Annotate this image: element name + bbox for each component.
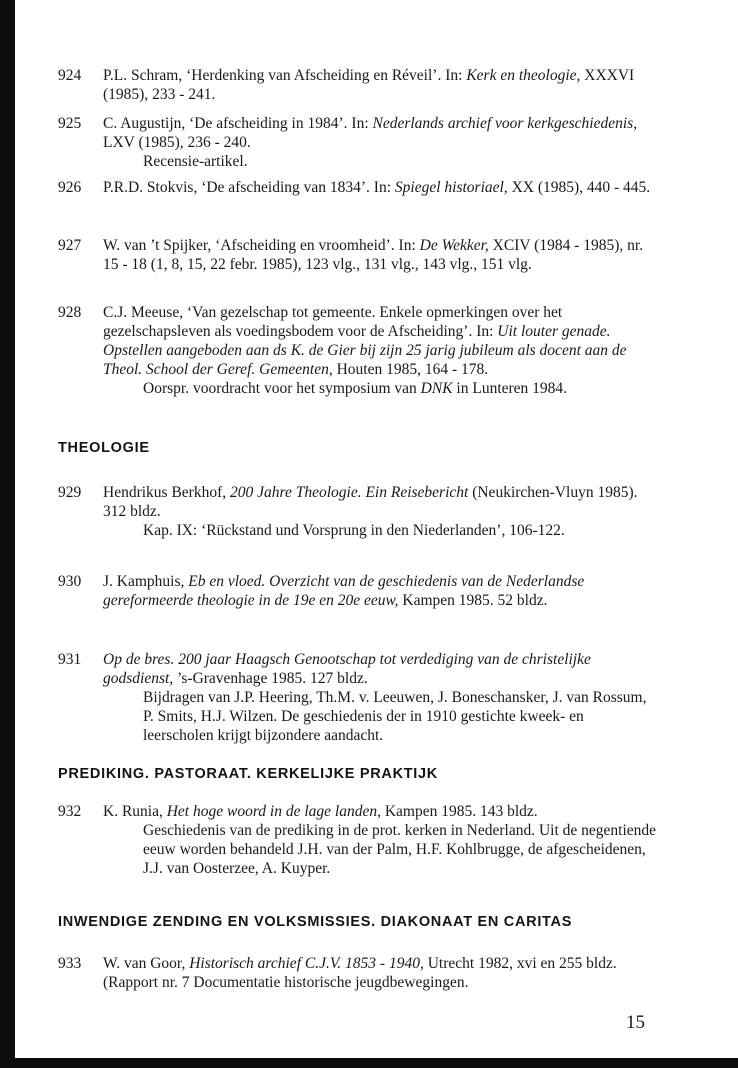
entry-number: 926	[58, 179, 82, 196]
entry-928: 928 C.J. Meeuse, ‘Van gezelschap tot gemeente. Enkele opmerkingen over het gezelschapsleven als voedingsbodem voor de Afscheiding’. In: Uit louter genade. Opstellen aangeboden aan ds K. de Gier bij zijn 25 jarig jubileum als docent aan de Theol. School der Geref. Gemeenten, Houten 1985, 164 - 178. Oorspr. voordracht voor het symposium van DNK in Lunteren 1984.	[58, 303, 658, 398]
entry-note: Geschiedenis van de prediking in de prot. kerken in Nederland. Uit de negentiende eeuw worden behandeld J.H. van der Palm, H.F. Kohlbrugge, de afgescheidenen, J.J. van Oosterzee, A. Kuyper.	[143, 822, 657, 877]
entry-number: 924	[58, 67, 82, 84]
entry-929: 929 Hendrikus Berkhof, 200 Jahre Theologie. Ein Reisebericht (Neukirchen-Vluyn 1985). 312 bldz. Kap. IX: ‘Rückstand und Vorsprung in den Niederlanden’, 106-122.	[58, 483, 658, 540]
entry-number: 930	[58, 573, 82, 590]
entry-note: Bijdragen van J.P. Heering, Th.M. v. Leeuwen, J. Boneschansker, J. van Rossum, P. Smits, H.J. Wilzen. De geschiedenis der in 1910 gestichte kweek- en leerscholen krijgt bijzondere aandacht.	[143, 689, 647, 744]
section-heading-theologie: THEOLOGIE	[58, 440, 150, 456]
page-number: 15	[626, 1012, 645, 1033]
entry-930: 930 J. Kamphuis, Eb en vloed. Overzicht van de geschiedenis van de Nederlandse gereformeerde theologie in de 19e en 20e eeuw, Kampen 1985. 52 bldz.	[58, 573, 585, 609]
section-heading-prediking: PREDIKING. PASTORAAT. KERKELIJKE PRAKTIJK	[58, 766, 438, 782]
entry-number: 931	[58, 651, 82, 668]
section-heading-inwendige-zending: INWENDIGE ZENDING EN VOLKSMISSIES. DIAKONAAT EN CARITAS	[58, 914, 573, 930]
entry-number: 933	[58, 955, 82, 972]
entry-927: 927 W. van ’t Spijker, ‘Afscheiding en vroomheid’. In: De Wekker, XCIV (1984 - 1985), nr. 15 - 18 (1, 8, 15, 22 febr. 1985), 123 vlg., 131 vlg., 143 vlg., 151 vlg.	[58, 237, 644, 273]
entry-note: Recensie-artikel.	[143, 153, 248, 170]
entry-number: 929	[58, 484, 82, 501]
entry-note: Kap. IX: ‘Rückstand und Vorsprung in den Niederlanden’, 106-122.	[143, 522, 565, 539]
entry-note: Oorspr. voordracht voor het symposium van DNK in Lunteren 1984.	[143, 380, 568, 397]
entry-number: 925	[58, 115, 82, 132]
entry-number: 932	[58, 803, 82, 820]
entry-number: 928	[58, 304, 82, 321]
entry-931: 931 Op de bres. 200 jaar Haagsch Genootschap tot verdediging van de christelijke godsdienst, ’s-Gravenhage 1985. 127 bldz. Bijdragen van J.P. Heering, Th.M. v. Leeuwen, J. Boneschansker, J. van Rossum, P. Smits, H.J. Wilzen. De geschiedenis der in 1910 gestichte kweek- en leerscholen krijgt bijzondere aandacht.	[58, 650, 658, 745]
entry-924: 924 P.L. Schram, ‘Herdenking van Afscheiding en Réveil’. In: Kerk en theologie, XXXVI (1985), 233 - 241.	[58, 67, 635, 103]
entry-926: 926 P.R.D. Stokvis, ‘De afscheiding van 1834’. In: Spiegel historiael, XX (1985), 440 - 445.	[58, 179, 651, 196]
entry-925: 925 C. Augustijn, ‘De afscheiding in 1984’. In: Nederlands archief voor kerkgeschiedenis, LXV (1985), 236 - 240. Recensie-artikel.	[58, 114, 658, 171]
entry-number: 927	[58, 237, 82, 254]
entry-933: 933 W. van Goor, Historisch archief C.J.V. 1853 - 1940, Utrecht 1982, xvi en 255 bldz. (Rapport nr. 7 Documentatie historische jeugdbewegingen.	[58, 955, 617, 991]
entry-932: 932 K. Runia, Het hoge woord in de lage landen, Kampen 1985. 143 bldz. Geschiedenis van de prediking in de prot. kerken in Nederland. Uit de negentiende eeuw worden behandeld J.H. van der Palm, H.F. Kohlbrugge, de afgescheidenen, J.J. van Oosterzee, A. Kuyper.	[58, 803, 657, 877]
